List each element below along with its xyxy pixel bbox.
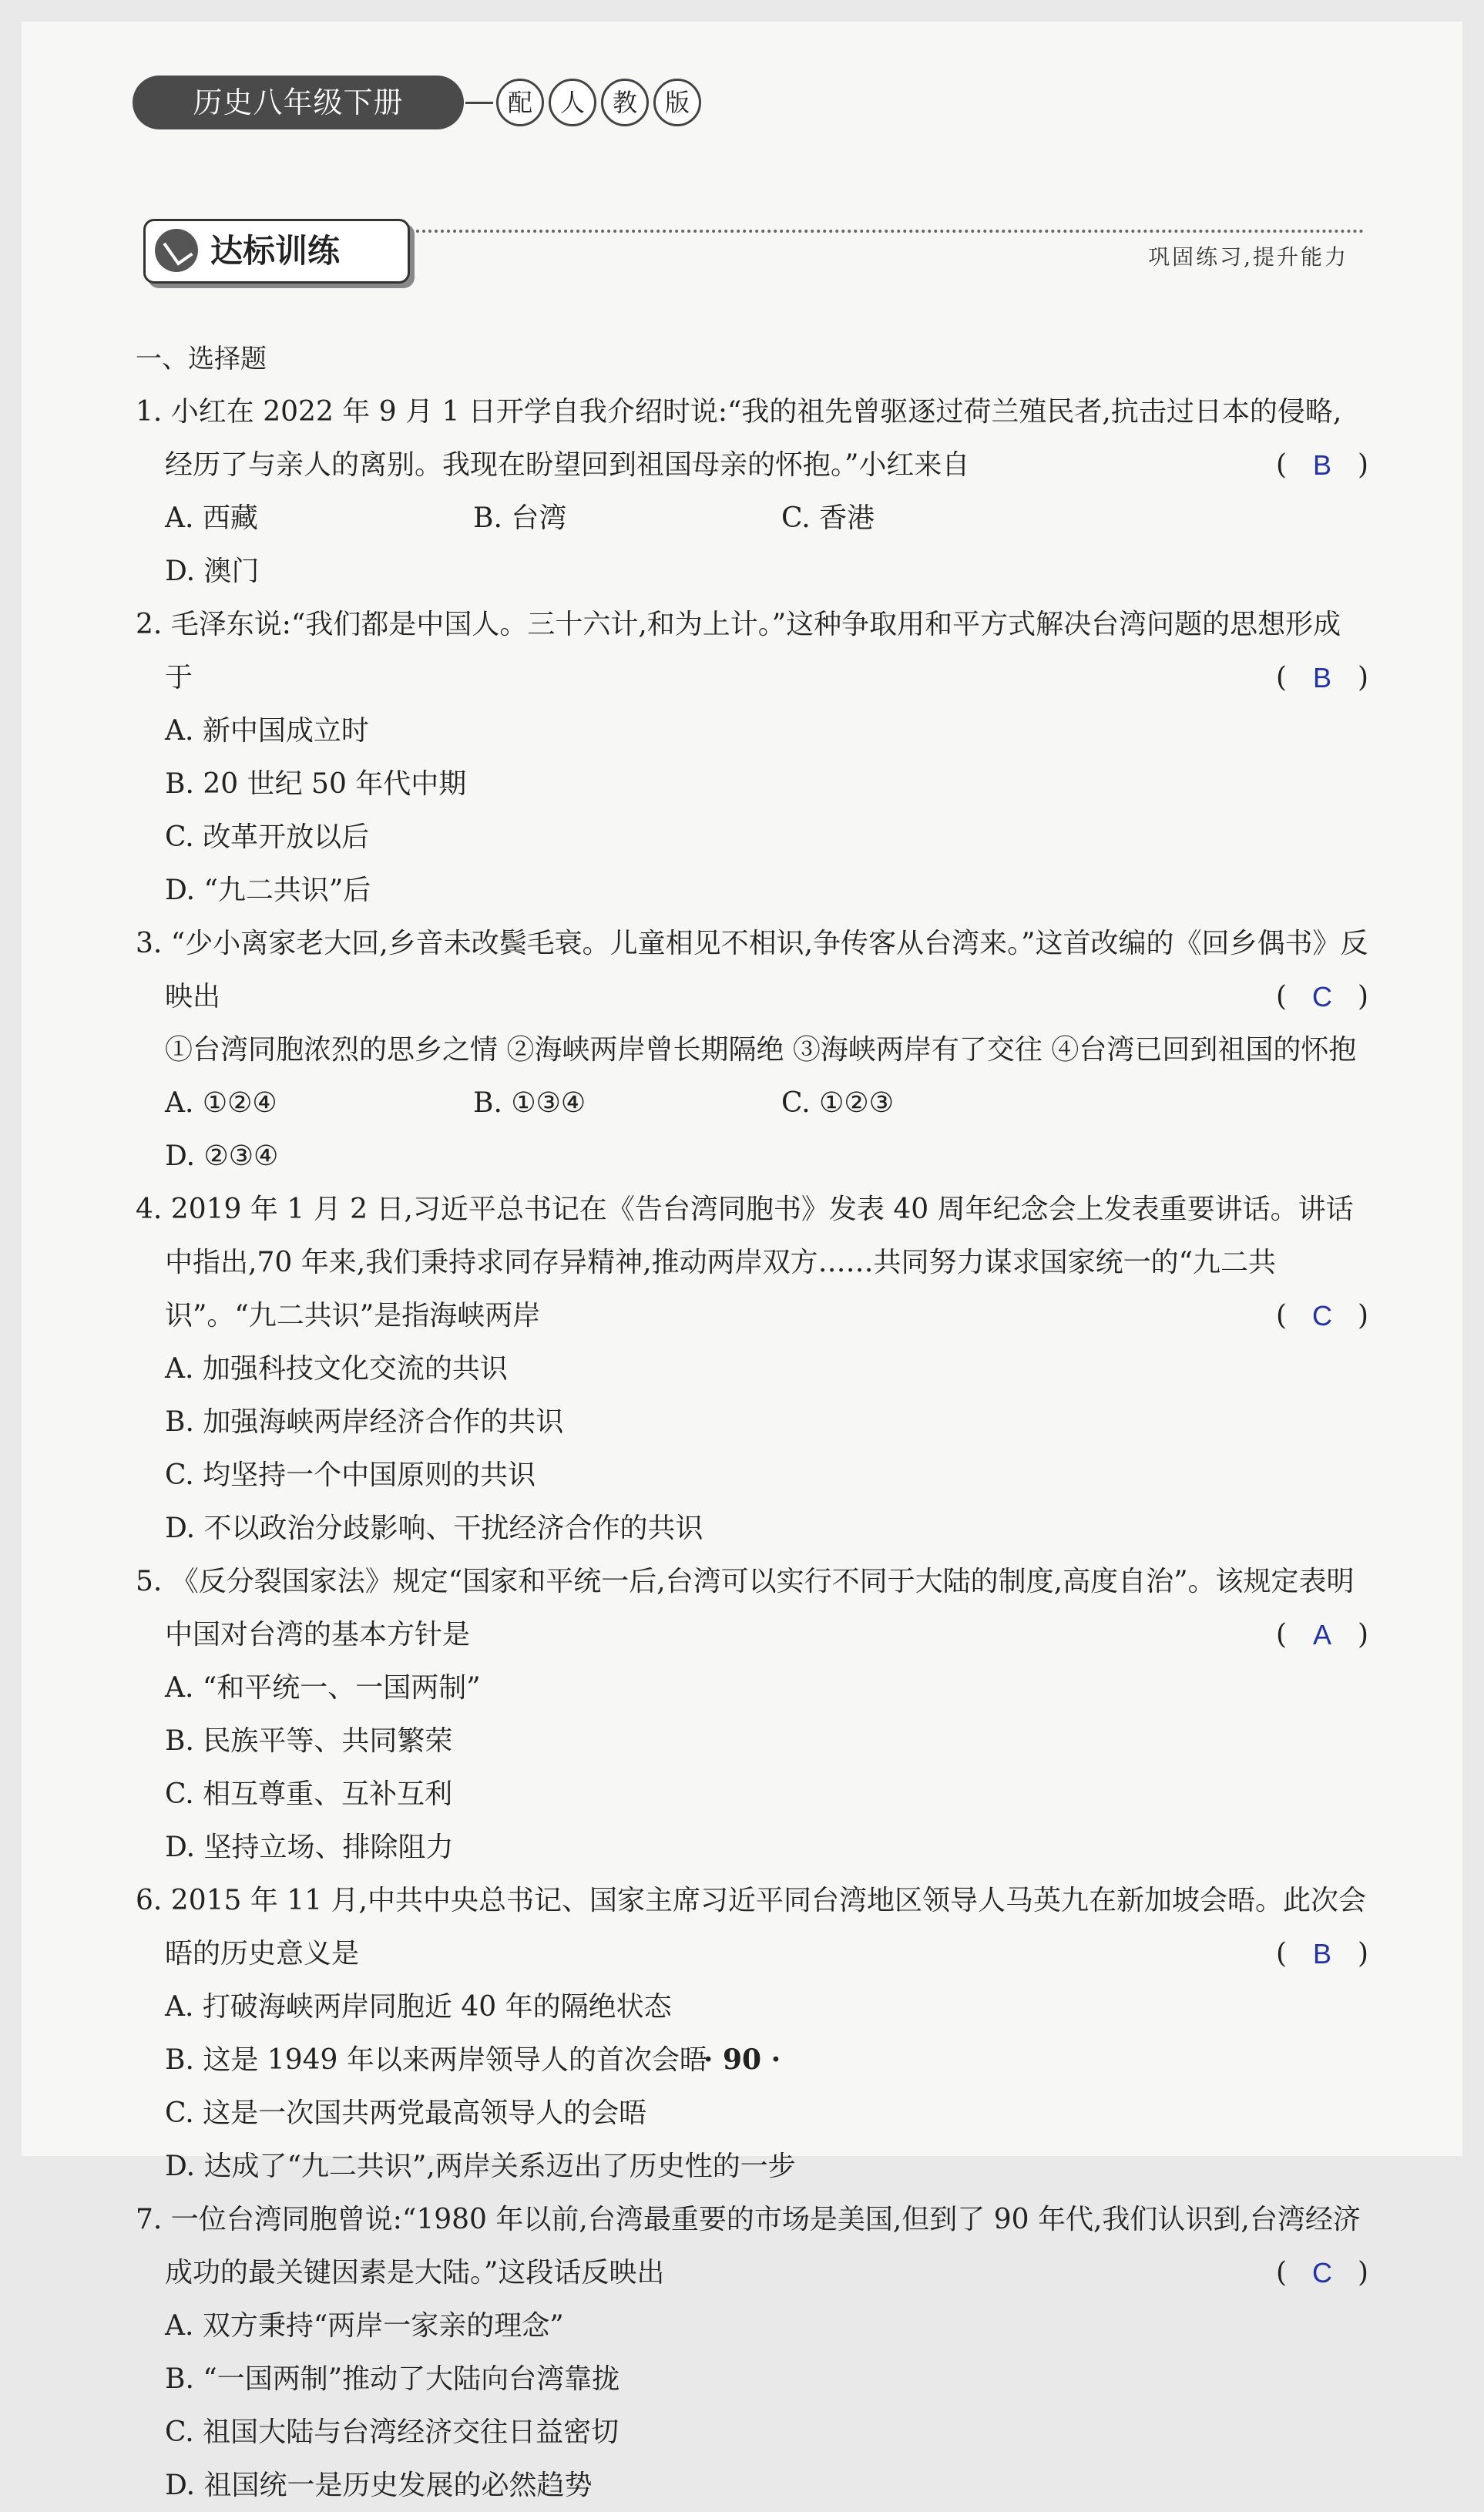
question-stem	[136, 1183, 1368, 1342]
question-stem	[136, 2193, 1368, 2299]
question-text: 4. 2019 年 1 月 2 日,习近平总书记在《告台湾同胞书》发表 40 周年纪念会上发表重要讲话。讲话中指出,70 年来,我们秉持求同存异精神,推动两岸双方……共同努力谋求国家统一的“九二共识”。“九二共识”是指海峡两岸	[136, 1194, 1354, 1332]
edition-char: 版	[653, 79, 701, 126]
edition-char: 人	[549, 79, 596, 126]
question-text: 2. 毛泽东说:“我们都是中国人。三十六计,和为上计。”这种争取用和平方式解决台湾问题的思想形成于	[136, 609, 1341, 693]
options	[136, 1661, 1368, 1874]
option: C. 祖国大陆与台湾经济交往日益密切	[165, 2416, 619, 2448]
section-heading: 一、选择题	[136, 344, 267, 374]
answer-letter: C	[1312, 981, 1332, 1013]
answer-bracket: ( C )	[1276, 1289, 1368, 1342]
question-list	[136, 333, 1368, 2512]
option: D. 达成了“九二共识”,两岸关系迈出了历史性的一步	[165, 2151, 796, 2182]
options	[136, 1342, 1368, 1555]
question-stem	[136, 598, 1368, 704]
answer-letter: C	[1312, 2257, 1332, 2289]
question-stem	[136, 1874, 1368, 1980]
option: A. 西藏	[165, 502, 258, 534]
option: B. 20 世纪 50 年代中期	[165, 768, 467, 800]
question-stem	[136, 385, 1368, 492]
option: D. ②③④	[165, 1140, 279, 1172]
answer-letter: B	[1312, 1938, 1331, 1970]
answer-bracket: ( B )	[1276, 438, 1368, 492]
option: B. 加强海峡两岸经济合作的共识	[165, 1406, 564, 1438]
pen-check-icon	[155, 229, 198, 272]
answer-letter: C	[1312, 1300, 1332, 1332]
option: D. 澳门	[165, 556, 260, 587]
option: D. 不以政治分歧影响、干扰经济合作的共识	[165, 1513, 703, 1544]
page-number: · 90 ·	[703, 2044, 781, 2076]
options	[136, 1980, 1368, 2193]
question-stem	[136, 917, 1368, 1023]
question-text: 1. 小红在 2022 年 9 月 1 日开学自我介绍时说:“我的祖先曾驱逐过荷兰殖民者,抗击过日本的侵略,经历了与亲人的离别。我现在盼望回到祖国母亲的怀抱。”小红来自	[136, 396, 1342, 481]
question-text: 7. 一位台湾同胞曾说:“1980 年以前,台湾最重要的市场是美国,但到了 90 年代,我们认识到,台湾经济成功的最关键因素是大陆。”这段话反映出	[136, 2204, 1361, 2289]
answer-bracket: ( B )	[1276, 1927, 1368, 1980]
answer-bracket: ( C )	[1276, 2246, 1368, 2299]
section-subtitle: 巩固练习,提升能力	[1148, 244, 1348, 270]
options	[136, 2299, 1368, 2512]
options	[136, 1076, 1368, 1183]
question	[136, 1555, 1368, 1874]
question	[136, 1874, 1368, 2193]
option: C. 香港	[781, 502, 875, 534]
answer-letter: B	[1312, 662, 1331, 693]
answer-bracket: ( C )	[1276, 970, 1368, 1023]
answer-bracket: ( A )	[1276, 1608, 1368, 1661]
option: A. 新中国成立时	[165, 715, 369, 747]
options	[136, 492, 1368, 598]
option: D. 坚持立场、排除阻力	[165, 1832, 454, 1863]
answer-letter: A	[1312, 1619, 1331, 1651]
option: A. “和平统一、一国两制”	[165, 1672, 481, 1704]
question	[136, 598, 1368, 917]
option: B. “一国两制”推动了大陆向台湾靠拢	[165, 2363, 620, 2395]
option: C. 改革开放以后	[165, 821, 370, 853]
option: C. ①②③	[781, 1087, 894, 1119]
section-badge	[143, 219, 410, 284]
edition-char: 教	[601, 79, 649, 126]
options	[136, 704, 1368, 917]
option: A. 双方秉持“两岸一家亲的理念”	[165, 2310, 564, 2342]
option: B. ①③④	[473, 1087, 586, 1119]
question	[136, 385, 1368, 598]
edition-connector	[465, 102, 493, 104]
statement-list: ①台湾同胞浓烈的思乡之情 ②海峡两岸曾长期隔绝 ③海峡两岸有了交往 ④台湾已回到祖国的怀抱	[165, 1034, 1357, 1066]
option: A. 加强科技文化交流的共识	[165, 1353, 508, 1385]
edition-char: 配	[496, 79, 544, 126]
question	[136, 2193, 1368, 2512]
option: C. 均坚持一个中国原则的共识	[165, 1459, 536, 1491]
section-title: 达标训练	[210, 232, 341, 270]
answer-bracket: ( B )	[1276, 651, 1368, 704]
question-stem	[136, 1555, 1368, 1661]
edition-label	[465, 77, 706, 128]
option: A. 打破海峡两岸同胞近 40 年的隔绝状态	[165, 1991, 672, 2023]
book-title-tab: 历史八年级下册	[133, 76, 464, 129]
option: D. 祖国统一是历史发展的必然趋势	[165, 2470, 593, 2501]
option: C. 这是一次国共两党最高领导人的会晤	[165, 2097, 647, 2129]
question	[136, 1183, 1368, 1555]
question-text: 6. 2015 年 11 月,中共中央总书记、国家主席习近平同台湾地区领导人马英九在新加坡会晤。此次会晤的历史意义是	[136, 1885, 1366, 1970]
option: D. “九二共识”后	[165, 875, 371, 906]
question-text: 3. “少小离家老大回,乡音未改鬓毛衰。儿童相见不相识,争传客从台湾来。”这首改编的《回乡偶书》反映出	[136, 928, 1368, 1013]
answer-letter: B	[1312, 449, 1331, 481]
option: B. 这是 1949 年以来两岸领导人的首次会晤	[165, 2044, 707, 2076]
question	[136, 917, 1368, 1183]
option: B. 台湾	[473, 502, 567, 534]
option: C. 相互尊重、互补互利	[165, 1778, 453, 1810]
question-text: 5. 《反分裂国家法》规定“国家和平统一后,台湾可以实行不同于大陆的制度,高度自治”。该规定表明中国对台湾的基本方针是	[136, 1566, 1355, 1651]
option: A. ①②④	[165, 1087, 277, 1119]
option: B. 民族平等、共同繁荣	[165, 1725, 453, 1757]
section-divider	[416, 230, 1364, 233]
